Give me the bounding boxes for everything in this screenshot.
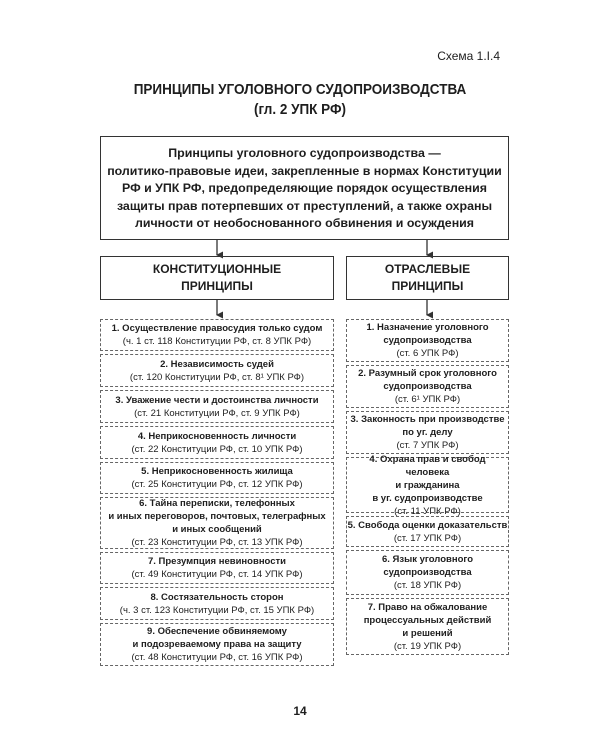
sectoral-header-line-1: ОТРАСЛЕВЫЕ bbox=[384, 262, 471, 276]
title-line-1: ПРИНЦИПЫ УГОЛОВНОГО СУДОПРОИЗВОДСТВА bbox=[133, 81, 467, 98]
constitutional-principle-2 bbox=[100, 354, 334, 387]
principle-ref: (ст. 21 Конституции РФ, ст. 9 УПК РФ) bbox=[134, 407, 300, 419]
sectoral-header-line-2: ПРИНЦИПЫ bbox=[391, 279, 464, 293]
constitutional-principle-6 bbox=[100, 497, 334, 549]
definition-line-3: РФ и УПК РФ, предопределяющие порядок осуществления bbox=[121, 181, 487, 195]
principle-title: 1. Осуществление правосудия только судом bbox=[111, 323, 323, 334]
definition-line-1: Принципы уголовного судопроизводства — bbox=[168, 146, 441, 160]
constitutional-principle-8 bbox=[100, 587, 334, 620]
principle-title: 9. Обеспечение обвиняемому и подозреваемому права на защиту bbox=[132, 626, 302, 650]
principle-ref: (ст. 49 Конституции РФ, ст. 14 УПК РФ) bbox=[131, 569, 303, 580]
principle-ref: (ст. 48 Конституции РФ, ст. 16 УПК РФ) bbox=[131, 652, 303, 663]
principle-ref: (ч. 1 ст. 118 Конституции РФ, ст. 8 УПК РФ) bbox=[122, 336, 312, 347]
principle-ref: (ч. 3 ст. 123 Конституции РФ, ст. 15 УПК РФ) bbox=[119, 604, 315, 616]
principle-title: 2. Разумный срок уголовного судопроизводства bbox=[358, 368, 497, 392]
principle-title: 2. Независимость судей bbox=[160, 358, 274, 370]
constitutional-principle-5 bbox=[100, 462, 334, 494]
principle-ref: (ст. 19 УПК РФ) bbox=[393, 640, 462, 652]
principle-title: 7. Презумпция невиновности bbox=[147, 556, 287, 567]
principle-ref: (ст. 22 Конституции РФ, ст. 10 УПК РФ) bbox=[131, 443, 303, 455]
constitutional-principle-9 bbox=[100, 623, 334, 666]
principle-ref: (ст. 18 УПК РФ) bbox=[393, 580, 462, 591]
principle-title: 3. Уважение чести и достоинства личности bbox=[115, 394, 319, 406]
principle-ref: (ст. 120 Конституции РФ, ст. 8¹ УПК РФ) bbox=[129, 371, 305, 383]
principle-title: 4. Неприкосновенность личности bbox=[137, 430, 297, 442]
sectoral-principle-1 bbox=[346, 319, 509, 362]
principle-ref: (ст. 6 УПК РФ) bbox=[396, 348, 459, 359]
constitutional-principle-4 bbox=[100, 426, 334, 459]
sectoral-principle-3 bbox=[346, 411, 509, 454]
principle-ref: (ст. 7 УПК РФ) bbox=[396, 440, 459, 451]
definition-line-5: личности от необоснованного обвинения и осуждения bbox=[134, 216, 475, 230]
constitutional-principle-1 bbox=[100, 319, 334, 351]
principle-ref: (ст. 11 УПК РФ) bbox=[394, 505, 461, 517]
principle-ref: (ст. 23 Конституции РФ, ст. 13 УПК РФ) bbox=[131, 537, 303, 548]
principle-title: 6. Тайна переписки, телефонных и иных переговоров, почтовых, телеграфных и иных сообщений bbox=[108, 498, 326, 535]
sectoral-principle-4 bbox=[346, 453, 509, 517]
constitutional-principle-3 bbox=[100, 390, 334, 423]
principle-ref: (ст. 17 УПК РФ) bbox=[393, 532, 462, 544]
sectoral-principles-header bbox=[346, 256, 509, 300]
page-title bbox=[30, 80, 570, 120]
principle-title: 5. Неприкосновенность жилища bbox=[141, 466, 293, 477]
scheme-label: Схема 1.I.4 bbox=[437, 49, 500, 63]
constitutional-principles-header bbox=[100, 256, 334, 300]
page-number: 14 bbox=[293, 704, 307, 718]
constitutional-header-line-1: КОНСТИТУЦИОННЫЕ bbox=[152, 262, 282, 276]
definition-line-2: политико-правовые идеи, закрепленные в нормах Конституции bbox=[107, 163, 502, 178]
principle-title: 4. Охрана прав и свобод человека и гражданина в уг. судопроизводстве bbox=[369, 453, 486, 504]
constitutional-principle-7 bbox=[100, 552, 334, 584]
principles-definition-box bbox=[100, 136, 509, 240]
principle-ref: (ст. 6¹ УПК РФ) bbox=[394, 394, 461, 405]
principle-title: 5. Свобода оценки доказательств bbox=[347, 519, 508, 531]
principle-title: 6. Язык уголовного судопроизводства bbox=[381, 554, 474, 578]
definition-line-4: защиты прав потерпевших от преступлений, а также охраны bbox=[116, 198, 493, 213]
principle-title: 7. Право на обжалование процессуальных действий и решений bbox=[363, 601, 492, 639]
sectoral-principle-5 bbox=[346, 516, 509, 547]
sectoral-principle-2 bbox=[346, 365, 509, 408]
sectoral-principle-6 bbox=[346, 550, 509, 595]
principle-ref: (ст. 25 Конституции РФ, ст. 12 УПК РФ) bbox=[131, 479, 303, 490]
principle-title: 8. Состязательность сторон bbox=[150, 591, 284, 603]
principle-title: 1. Назначение уголовного судопроизводства bbox=[366, 322, 489, 346]
title-line-2: (гл. 2 УПК РФ) bbox=[253, 101, 347, 118]
sectoral-principle-7 bbox=[346, 598, 509, 655]
constitutional-header-line-2: ПРИНЦИПЫ bbox=[181, 279, 253, 293]
principle-title: 3. Законность при производстве по уг. делу bbox=[350, 414, 505, 438]
